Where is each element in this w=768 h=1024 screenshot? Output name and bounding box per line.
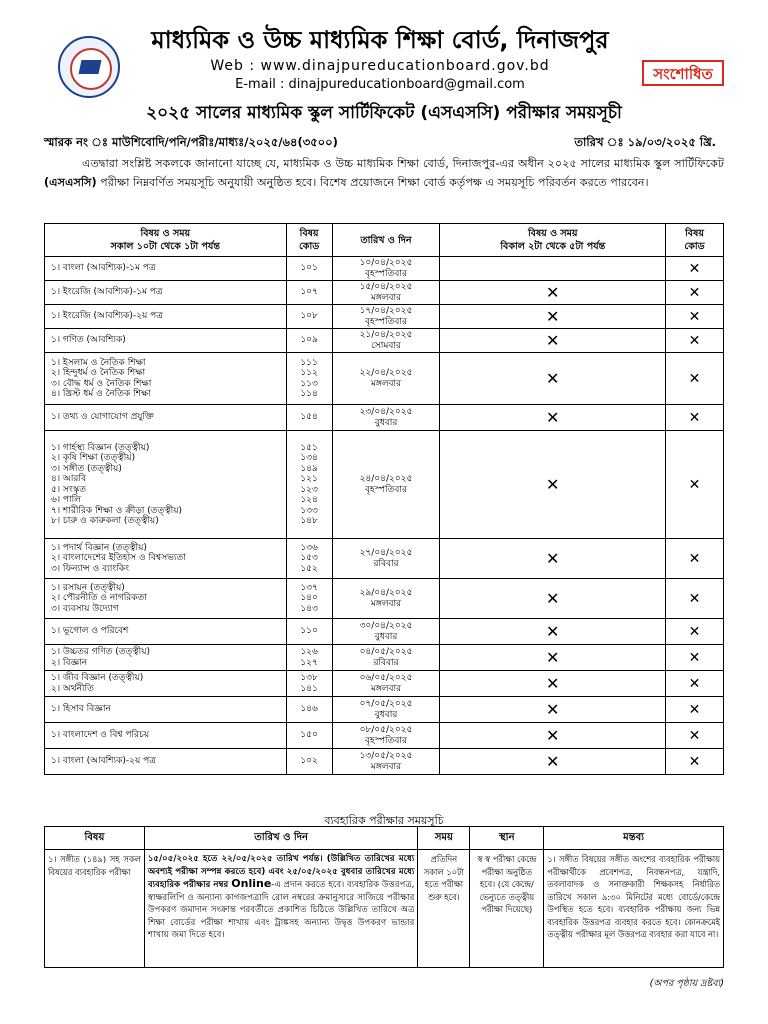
schedule-row	[45, 749, 724, 775]
practical-header-subject: বিষয়	[45, 827, 145, 850]
afternoon-code-cell: ✕	[666, 329, 724, 353]
date-cell	[332, 697, 440, 723]
exam-day: মঙ্গলবার	[370, 378, 402, 389]
subject-code: ১৩৩	[300, 505, 318, 516]
subject-code: ১৫৩	[300, 553, 318, 564]
code-cell	[286, 353, 332, 405]
subject-cell	[45, 353, 287, 405]
code-cell	[286, 257, 332, 281]
code-cell	[286, 431, 332, 539]
practical-header-time: সময়	[418, 827, 470, 850]
header-afternoon: বিষয় ও সময় বিকাল ২টা থেকে ৫টা পর্যন্ত	[440, 224, 666, 257]
subject-cell	[45, 539, 287, 579]
date-cell	[332, 579, 440, 619]
header-morning: বিষয় ও সময় সকাল ১০টা থেকে ১টা পর্যন্ত	[45, 224, 287, 257]
practical-date: ১৫/০৫/২০২৫ হতে ২২/০৫/২০২৫ তারিখ পর্যন্ত। (উল্লিখিত তারিখের মধ্যে অবশ্যই পরীক্ষা সম্পন্ন করতে হবে) এবং ২৫/০৫/২০২৫ বুধবার তারিখের মধ্যে ব্যবহারিক পরীক্ষার নম্বর Online-এ প্রদান করতে হবে। ব্যবহারিক উত্তরপত্র, স্বাক্ষরলিপি ও অন্যান্য কাগজপত্রাদি রোল নম্বরের ক্রমানুসারে সাজিয়ে পরীক্ষার উপকরণ জমাদান সংক্রান্ত পরবর্তীতে প্রকাশিত চিঠিতে উল্লিখিত তারিখে অত্র শিক্ষা বোর্ডের পরীক্ষা শাখায় এবং ট্রাঙ্কসহ অন্যান্য উদ্বৃত্ত উপকরণ ভান্ডার শাখায় জমা দিতে হবে।	[144, 850, 418, 968]
exam-date: ২৩/০৪/২০২৫	[359, 407, 413, 417]
board-logo	[58, 36, 120, 98]
schedule-row	[45, 579, 724, 619]
practical-header-date: তারিখ ও দিন	[144, 827, 418, 850]
afternoon-code-cell: ✕	[666, 539, 724, 579]
practical-header-remarks: মন্তব্য	[544, 827, 724, 850]
code-cell	[286, 539, 332, 579]
subject-name: ৩। সঙ্গীত (তত্ত্বীয়)	[51, 463, 122, 474]
afternoon-cell: ✕	[440, 749, 666, 775]
date-cell	[332, 645, 440, 671]
afternoon-cell: ✕	[440, 405, 666, 431]
date-cell	[332, 749, 440, 775]
afternoon-code-cell: ✕	[666, 431, 724, 539]
schedule-row	[45, 405, 724, 431]
exam-date: ২৭/০৪/২০২৫	[359, 548, 413, 558]
subject-name: ৪। খ্রিস্ট ধর্ম ও নৈতিক শিক্ষা	[51, 389, 151, 399]
schedule-row	[45, 257, 724, 281]
exam-date: ১৩/০৫/২০২৫	[359, 751, 413, 761]
subject-name: ২। হিন্দুধর্ম ও নৈতিক শিক্ষা	[51, 368, 146, 378]
subject-name: ১। বাংলা (আবশ্যিক)-২য় পত্র	[51, 756, 156, 767]
subject-name: ৮। চারু ও কারুকলা (তত্ত্বীয়)	[51, 516, 159, 526]
subject-name: ১। হিসাব বিজ্ঞান	[51, 704, 111, 715]
subject-cell	[45, 619, 287, 645]
code-cell	[286, 645, 332, 671]
exam-date: ২৯/০৪/২০২৫	[359, 588, 413, 598]
subject-code: ১০২	[300, 756, 318, 767]
practical-title: ব্যবহারিক পরীক্ষার সময়সূচি	[324, 814, 444, 827]
schedule-row	[45, 645, 724, 671]
intro-text-bold: (এসএসসি)	[44, 176, 97, 189]
exam-day: মঙ্গলবার	[370, 598, 402, 609]
subject-code: ১২৩	[300, 484, 318, 495]
afternoon-code-cell: ✕	[666, 749, 724, 775]
schedule-title: ২০২৫ সালের মাধ্যমিক স্কুল সার্টিফিকেট (এসএসসি) পরীক্ষার সময়সূচী	[146, 103, 622, 123]
memo-number: স্মারক নং ঃ মাউশিবোদি/পনি/পরীঃ/মাধ্যঃ/২০২৫/৬৪(৩৫০০)	[44, 135, 338, 149]
subject-name: ২। বাংলাদেশের ইতিহাস ও বিশ্বসভ্যতা	[51, 553, 186, 564]
afternoon-code-cell: ✕	[666, 405, 724, 431]
code-cell	[286, 697, 332, 723]
subject-code: ১৪৩	[300, 603, 318, 614]
board-title: মাধ্যমিক ও উচ্চ মাধ্যমিক শিক্ষা বোর্ড, দিনাজপুর	[151, 26, 609, 54]
exam-date: ০৬/০৫/২০২৫	[359, 673, 413, 683]
afternoon-code-cell: ✕	[666, 579, 724, 619]
code-cell	[286, 281, 332, 305]
subject-name: ৩। ফিন্যান্স ও ব্যাংকিং	[51, 563, 129, 574]
exam-day: বৃহস্পতিবার	[365, 735, 407, 746]
exam-day: রবিবার	[373, 657, 399, 668]
exam-day: বুধবার	[374, 631, 398, 642]
exam-day: বৃহস্পতিবার	[365, 316, 407, 327]
afternoon-cell: ✕	[440, 697, 666, 723]
code-cell	[286, 405, 332, 431]
date-cell	[332, 257, 440, 281]
subject-code: ১৪৯	[300, 463, 318, 474]
exam-day: মঙ্গলবার	[370, 683, 402, 694]
subject-cell	[45, 329, 287, 353]
exam-day: বৃহস্পতিবার	[365, 484, 407, 495]
practical-header-place: স্থান	[470, 827, 544, 850]
afternoon-cell: ✕	[440, 281, 666, 305]
intro-paragraph	[44, 154, 724, 192]
subject-code: ১২৬	[300, 647, 318, 657]
afternoon-code-cell: ✕	[666, 305, 724, 329]
subject-code: ১২৪	[300, 495, 318, 505]
subject-code: ১৪১	[300, 683, 318, 694]
schedule-row	[45, 431, 724, 539]
subject-code: ১৫০	[300, 730, 318, 741]
exam-day: সোমবার	[371, 340, 401, 351]
issue-date: তারিখ ঃ ১৯/০৩/২০২৫ খ্রি.	[574, 135, 716, 149]
exam-date: ০৪/০৫/২০২৫	[359, 647, 413, 657]
afternoon-cell: ✕	[440, 723, 666, 749]
schedule-row	[45, 353, 724, 405]
subject-name: ২। পৌরনীতি ও নাগরিকতা	[51, 593, 147, 604]
subject-name: ১। ভূগোল ও পরিবেশ	[51, 626, 129, 637]
exam-date: ১০/০৪/২০২৫	[359, 258, 413, 268]
subject-name: ১। রসায়ন (তত্ত্বীয়)	[51, 582, 125, 593]
date-cell	[332, 353, 440, 405]
code-cell	[286, 749, 332, 775]
subject-name: ৭। শারীরিক শিক্ষা ও ক্রীড়া (তত্ত্বীয়)	[51, 505, 183, 516]
schedule-row	[45, 619, 724, 645]
theory-schedule-table	[44, 223, 724, 775]
schedule-row	[45, 671, 724, 697]
subject-code: ১১১	[300, 357, 318, 368]
afternoon-cell: ✕	[440, 671, 666, 697]
subject-cell	[45, 431, 287, 539]
date-cell	[332, 281, 440, 305]
afternoon-cell: ✕	[440, 539, 666, 579]
exam-day: বুধবার	[374, 709, 398, 720]
subject-cell	[45, 257, 287, 281]
date-cell	[332, 723, 440, 749]
afternoon-cell	[440, 257, 666, 281]
practical-place: স্ব স্ব পরীক্ষা কেন্দ্রে পরীক্ষা অনুষ্ঠিত হবে। (যে কেন্দ্রে/ভেন্যুতে তত্ত্বীয় পরীক্ষা দিয়েছে)	[470, 850, 544, 968]
schedule-row	[45, 305, 724, 329]
subject-code: ১১২	[300, 368, 318, 378]
subject-code: ১০১	[300, 263, 318, 274]
afternoon-code-cell: ✕	[666, 723, 724, 749]
subject-code: ১২১	[300, 474, 318, 484]
header-code: বিষয় কোড	[286, 224, 332, 257]
subject-code: ১৩৭	[300, 582, 318, 593]
subject-name: ১। ইংরেজি (আবশ্যিক)-২য় পত্র	[51, 311, 163, 322]
subject-cell	[45, 697, 287, 723]
date-cell	[332, 329, 440, 353]
subject-name: ১। ইসলাম ও নৈতিক শিক্ষা	[51, 357, 146, 368]
afternoon-cell: ✕	[440, 353, 666, 405]
date-cell	[332, 619, 440, 645]
afternoon-cell: ✕	[440, 431, 666, 539]
exam-date: ২৪/০৪/২০২৫	[359, 474, 413, 484]
afternoon-code-cell: ✕	[666, 645, 724, 671]
intro-text-a: এতদ্বারা সংশ্লিষ্ট সকলকে জানানো যাচ্ছে যে, মাধ্যমিক ও উচ্চ মাধ্যমিক শিক্ষা বোর্ড, দিনাজপুর-এর অধীন ২০২৫ সালের মাধ্যমিক স্কুল সার্টিফিকেট	[82, 157, 724, 170]
subject-name: ১। জীব বিজ্ঞান (তত্ত্বীয়)	[51, 673, 144, 683]
practical-time: প্রতিদিন সকাল ১০টা হতে পরীক্ষা শুরু হবে।	[418, 850, 470, 968]
schedule-row	[45, 329, 724, 353]
header-code-afternoon: বিষয় কোড	[666, 224, 724, 257]
subject-name: ৫। সংস্কৃত	[51, 484, 86, 495]
subject-name: ১। গণিত (আবশ্যিক)	[51, 335, 126, 346]
revised-badge: সংশোধিত	[642, 60, 724, 86]
afternoon-cell: ✕	[440, 329, 666, 353]
subject-name: ১। বাংলাদেশ ও বিশ্ব পরিচয়	[51, 730, 150, 741]
subject-code: ১১৩	[300, 378, 318, 389]
subject-cell	[45, 671, 287, 697]
subject-cell	[45, 305, 287, 329]
page-footer-note: (অপর পৃষ্ঠায় দ্রষ্টব্য)	[649, 978, 724, 989]
code-cell	[286, 329, 332, 353]
subject-name: ৪। আরবি	[51, 474, 86, 484]
subject-code: ১০৯	[300, 335, 318, 346]
afternoon-code-cell: ✕	[666, 257, 724, 281]
subject-name: ১। গার্হস্থ্য বিজ্ঞান (তত্ত্বীয়)	[51, 442, 150, 453]
subject-name: ২। অর্থনীতি	[51, 683, 94, 694]
exam-date: ০৮/০৫/২০২৫	[359, 725, 413, 735]
book-icon	[79, 60, 102, 74]
afternoon-cell: ✕	[440, 579, 666, 619]
subject-cell	[45, 579, 287, 619]
subject-name: ১। উচ্চতর গণিত (তত্ত্বীয়)	[51, 647, 151, 657]
afternoon-cell: ✕	[440, 619, 666, 645]
afternoon-code-cell: ✕	[666, 697, 724, 723]
exam-date: ৩০/০৪/২০২৫	[359, 621, 413, 631]
code-cell	[286, 619, 332, 645]
code-cell	[286, 579, 332, 619]
exam-day: বুধবার	[374, 417, 398, 428]
schedule-row	[45, 697, 724, 723]
subject-code: ১৩৬	[300, 542, 318, 553]
practical-subject: ১। সঙ্গীত (১৪৯) সহ সকল বিষয়ের ব্যবহারিক পরীক্ষা	[45, 850, 145, 968]
subject-code: ১১৪	[300, 389, 318, 399]
afternoon-cell: ✕	[440, 305, 666, 329]
afternoon-code-cell: ✕	[666, 671, 724, 697]
afternoon-code-cell: ✕	[666, 619, 724, 645]
afternoon-code-cell: ✕	[666, 281, 724, 305]
subject-code: ১০৮	[300, 311, 318, 322]
subject-name: ১। পদার্থ বিজ্ঞান (তত্ত্বীয়)	[51, 542, 147, 553]
subject-code: ১৫২	[300, 563, 318, 574]
subject-name: ২। বিজ্ঞান	[51, 657, 88, 668]
exam-day: বৃহস্পতিবার	[365, 268, 407, 279]
subject-code: ১৫৪	[300, 412, 318, 423]
date-cell	[332, 671, 440, 697]
subject-cell	[45, 645, 287, 671]
subject-code: ১৪৮	[300, 516, 318, 526]
date-cell	[332, 405, 440, 431]
exam-day: মঙ্গলবার	[370, 761, 402, 772]
subject-name: ১। ইংরেজি (আবশ্যিক)-১ম পত্র	[51, 287, 163, 298]
schedule-row	[45, 281, 724, 305]
practical-schedule-table	[44, 826, 724, 968]
subject-code: ১২৭	[300, 657, 318, 668]
subject-name: ৩। ব্যবসায় উদ্যোগ	[51, 603, 119, 614]
subject-name: ১। তথ্য ও যোগাযোগ প্রযুক্তি	[51, 412, 154, 423]
email-line: E-mail : dinajpureducationboard@gmail.com	[235, 77, 525, 92]
subject-code: ১১০	[300, 626, 318, 637]
exam-day: রবিবার	[373, 558, 399, 569]
practical-remarks: ১। সঙ্গীত বিষয়ের সঙ্গীত অংশের ব্যবহারিক পরীক্ষায় পরীক্ষার্থীকে প্রবেশপত্র, নিবন্ধনপত্র, যন্ত্রাদি, তবলাবাদক ও সনাক্তকারী শিক্ষকসহ নির্ধারিত তারিখে সকাল ৯:৩০ মিনিটের মধ্যে বোর্ডে/কেন্দ্রে উপস্থিত হতে হবে। ব্যবহারিক পরীক্ষায় জন্য ভিন্ন ব্যবহারিক উত্তরপত্র ব্যবহার করতে হবে। কোনক্রমেই তত্ত্বীয় পরীক্ষার মূল উত্তরপত্র ব্যবহার করা যাবে না।	[544, 850, 724, 968]
code-cell	[286, 723, 332, 749]
subject-code: ১৪০	[300, 593, 318, 604]
date-cell	[332, 431, 440, 539]
subject-code: ১৩৮	[300, 673, 318, 683]
subject-cell	[45, 281, 287, 305]
exam-day: মঙ্গলবার	[370, 292, 402, 303]
afternoon-cell: ✕	[440, 645, 666, 671]
date-cell	[332, 539, 440, 579]
subject-cell	[45, 749, 287, 775]
code-cell	[286, 671, 332, 697]
subject-cell	[45, 405, 287, 431]
website-line: Web : www.dinajpureducationboard.gov.bd	[210, 58, 550, 74]
subject-code: ১০৭	[300, 287, 318, 298]
exam-date: ১৭/০৪/২০২৫	[359, 306, 413, 316]
intro-text-b: পরীক্ষা নিম্নবর্ণিত সময়সূচি অনুযায়ী অনুষ্ঠিত হবে। বিশেষ প্রয়োজনে শিক্ষা বোর্ড কর্তৃপক্ষ এ সময়সূচি পরিবর্তন করতে পারবেন।	[96, 176, 649, 189]
subject-cell	[45, 723, 287, 749]
code-cell	[286, 305, 332, 329]
exam-date: ২২/০৪/২০২৫	[359, 368, 413, 378]
subject-code: ১৪৬	[300, 704, 318, 715]
header-date: তারিখ ও দিন	[332, 224, 440, 257]
date-cell	[332, 305, 440, 329]
subject-name: ৬। পালি	[51, 495, 81, 505]
schedule-row	[45, 539, 724, 579]
subject-name: ১। বাংলা (আবশ্যিক)-১ম পত্র	[51, 263, 156, 274]
afternoon-code-cell: ✕	[666, 353, 724, 405]
exam-date: ০৭/০৫/২০২৫	[359, 699, 413, 709]
exam-date: ১৫/০৪/২০২৫	[359, 282, 413, 292]
subject-name: ৩। বৌদ্ধ ধর্ম ও নৈতিক শিক্ষা	[51, 378, 152, 389]
subject-code: ১৩৪	[300, 453, 318, 463]
subject-name: ২। কৃষি শিক্ষা (তত্ত্বীয়)	[51, 453, 136, 463]
schedule-row	[45, 723, 724, 749]
exam-date: ২১/০৪/২০২৫	[359, 330, 413, 340]
subject-code: ১৫১	[300, 442, 318, 453]
